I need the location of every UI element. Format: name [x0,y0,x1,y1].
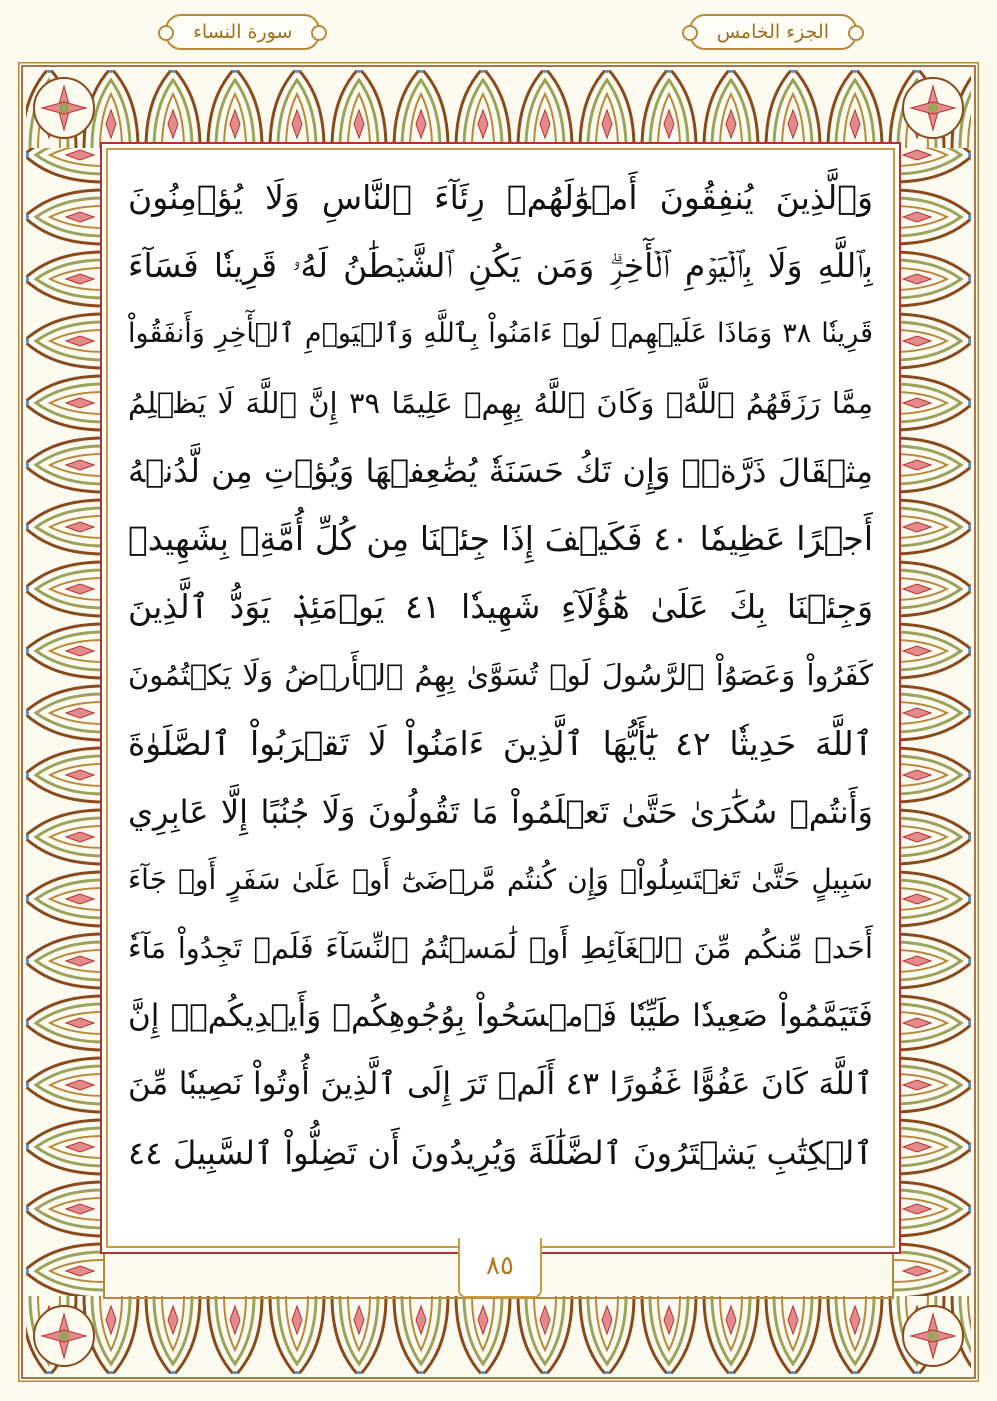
verse-text-frame [106,148,895,1248]
verse-line: ٱلۡكِتَٰبِ يَشۡتَرُونَ ٱلضَّلَٰلَةَ وَيُرِيدُونَ أَن تَضِلُّواْ ٱلسَّبِيلَ ٤٤ [128,1133,873,1172]
page-number: ٨٥ [458,1238,542,1298]
surah-label: سورة النساء [165,14,320,50]
verse-line: فَتَيَمَّمُواْ صَعِيدٗا طَيِّبٗا فَٱمۡسَحُواْ بِوُجُوهِكُمۡ وَأَيۡدِيكُمۡۗ إِنَّ [128,998,873,1035]
verse-lines [128,164,873,1187]
verse-line: قَرِينٗا ٣٨ وَمَاذَا عَلَيۡهِمۡ لَوۡ ءَامَنُواْ بِٱللَّهِ وَٱلۡيَوۡمِ ٱلۡأٓخِرِ وَأَنفَقُواْ [128,318,873,350]
verse-line: كَفَرُواْ وَعَصَوُاْ ٱلرَّسُولَ لَوۡ تُسَوَّىٰ بِهِمُ ٱلۡأَرۡضُ وَلَا يَكۡتُمُونَ [128,658,873,693]
verse-line: بِٱللَّهِ وَلَا بِٱلۡيَوۡمِ ٱلۡأٓخِرِۗ وَمَن يَكُنِ ٱلشَّيۡطَٰنُ لَهُۥ قَرِينٗا فَسَآءَ [128,246,873,286]
verse-line: سَبِيلٍ حَتَّىٰ تَغۡتَسِلُواْۚ وَإِن كُنتُم مَّرۡضَىٰٓ أَوۡ عَلَىٰ سَفَرٍ أَوۡ جَآءَ [128,862,873,896]
verse-line: أَجۡرًا عَظِيمٗا ٤٠ فَكَيۡفَ إِذَا جِئۡنَا مِن كُلِّ أُمَّةِۭ بِشَهِيدٖ [128,518,873,558]
verse-line: ٱللَّهَ كَانَ عَفُوًّا غَفُورًا ٤٣ أَلَمۡ تَرَ إِلَى ٱلَّذِينَ أُوتُواْ نَصِيبٗا مِّنَ [128,1066,873,1103]
verse-line: مِمَّا رَزَقَهُمُ ٱللَّهُۚ وَكَانَ ٱللَّهُ بِهِمۡ عَلِيمًا ٣٩ إِنَّ ٱللَّهَ لَا يَظۡلِمُ [128,385,873,420]
verse-line: مِثۡقَالَ ذَرَّةٖۖ وَإِن تَكُ حَسَنَةٗ يُضَٰعِفۡهَا وَيُؤۡتِ مِن لَّدُنۡهُ [128,451,873,490]
verse-line: وَأَنتُمۡ سُكَٰرَىٰ حَتَّىٰ تَعۡلَمُواْ مَا تَقُولُونَ وَلَا جُنُبًا إِلَّا عَابِرِي [128,792,873,831]
verse-line: ٱللَّهَ حَدِيثٗا ٤٢ يَٰٓأَيُّهَا ٱلَّذِينَ ءَامَنُواْ لَا تَقۡرَبُواْ ٱلصَّلَوٰةَ [128,723,873,763]
verse-line: وَجِئۡنَا بِكَ عَلَىٰ هَٰٓؤُلَآءِ شَهِيدٗا ٤١ يَوۡمَئِذٖ يَوَدُّ ٱلَّذِينَ [128,587,873,627]
verse-line: وَٱلَّذِينَ يُنفِقُونَ أَمۡوَٰلَهُمۡ رِئَآءَ ٱلنَّاسِ وَلَا يُؤۡمِنُونَ [128,178,873,217]
juz-label: الجزء الخامس [689,14,857,50]
verse-line: أَحَدٞ مِّنكُم مِّنَ ٱلۡغَآئِطِ أَوۡ لَٰمَسۡتُمُ ٱلنِّسَآءَ فَلَمۡ تَجِدُواْ مَآءٗ [128,931,873,966]
